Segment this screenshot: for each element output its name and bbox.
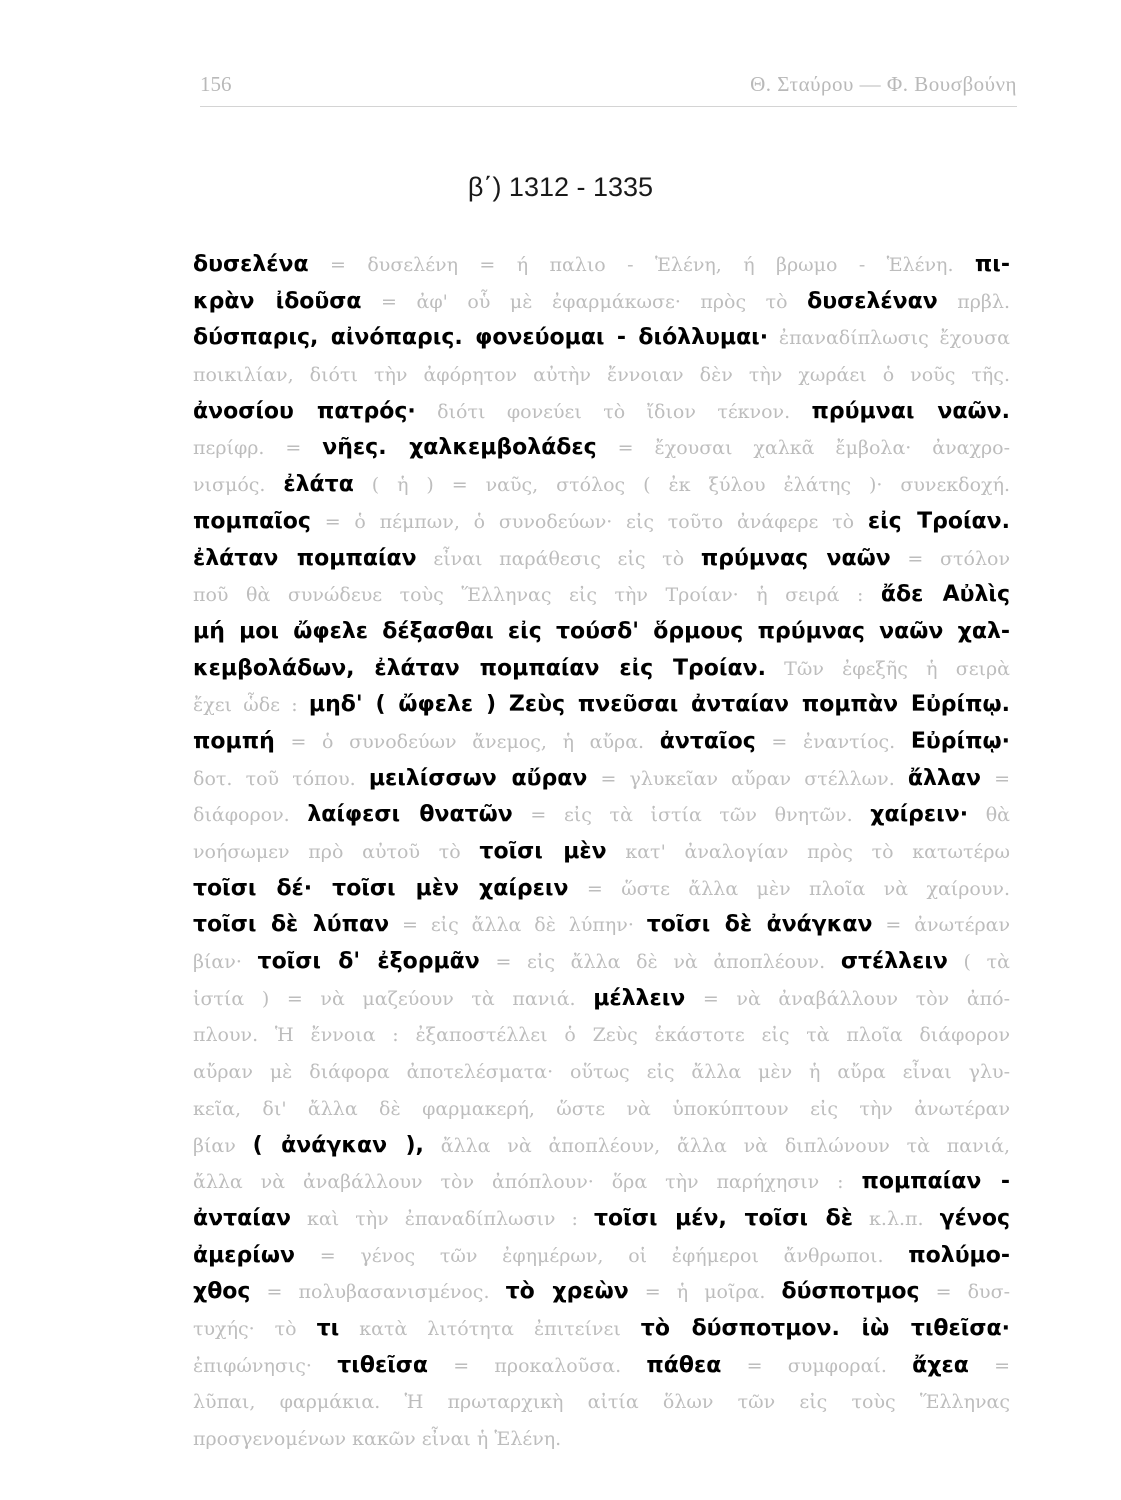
- commentary-text: [193, 246, 1010, 1457]
- gloss: κατὰ λιτότητα ἐπιτείνει: [339, 1317, 641, 1340]
- text-line: [193, 393, 1010, 430]
- lemma: τι: [316, 1315, 340, 1341]
- lemma: εἰς Τροίαν.: [867, 508, 1010, 534]
- gloss: = προκαλοῦσα.: [428, 1354, 647, 1377]
- lemma: ἄλλαν: [907, 765, 981, 791]
- lemma: τιθεῖσα: [337, 1352, 429, 1378]
- text-line: [193, 540, 1010, 577]
- text-line: [193, 1273, 1010, 1310]
- gloss: δοτ. τοῦ τόπου.: [193, 767, 369, 790]
- text-line: [193, 833, 1010, 870]
- text-line: [193, 760, 1010, 797]
- gloss: = ἔχουσαι χαλκᾶ ἔμβολα· ἀναχρο-: [596, 437, 1011, 460]
- gloss: = ἡ μοῖρα.: [628, 1281, 782, 1304]
- lemma: χθος: [193, 1279, 251, 1305]
- text-line: [193, 980, 1010, 1017]
- gloss: διάφορον.: [193, 804, 308, 827]
- gloss: βίαν: [193, 1134, 253, 1157]
- text-line: [193, 723, 1010, 760]
- lemma: ἀμερίων: [193, 1242, 295, 1268]
- gloss: =: [968, 1354, 1010, 1377]
- gloss: = πολυβασανισμένος.: [250, 1281, 506, 1304]
- text-line: [193, 246, 1010, 283]
- lemma: ἀνοσίου πατρός·: [193, 398, 416, 424]
- gloss: περίφρ. =: [193, 437, 323, 460]
- running-head: Θ. Σταύρου — Φ. Βουσβούνη: [750, 72, 1017, 96]
- gloss: = εἰς ἄλλα δὲ νὰ ἀποπλέουν.: [479, 951, 841, 974]
- lemma: πι-: [974, 252, 1010, 277]
- header-rule: [200, 106, 1017, 107]
- lemma: μέλλειν: [593, 985, 686, 1011]
- lemma: τοῖσι δὲ ἀνάγκαν: [646, 912, 873, 938]
- gloss: = στόλον: [890, 547, 1010, 570]
- text-line: [193, 906, 1010, 943]
- lemma: ἀνταίαν: [193, 1205, 291, 1231]
- text-line: [193, 1237, 1010, 1274]
- lemma: πάθεα: [646, 1352, 722, 1378]
- gloss: = εἰς τὰ ἱστία τῶν θνητῶν.: [512, 804, 871, 827]
- gloss: αὔραν μὲ διάφορα ἀποτελέσματα· οὕτως εἰς ἄλλα μὲν ἡ αὔρα εἶναι γλυ-: [193, 1061, 1010, 1084]
- lemma: τοῖσι μέν, τοῖσι δὲ: [593, 1205, 853, 1231]
- gloss: ἐπιφώνησις·: [193, 1354, 338, 1377]
- text-line: [193, 1383, 1010, 1420]
- lemma: νῆες. χαλκεμβολάδες: [322, 435, 597, 461]
- text-line: [193, 1347, 1010, 1384]
- text-line: [193, 503, 1010, 540]
- text-line: [193, 1200, 1010, 1237]
- text-line: [193, 1163, 1010, 1200]
- gloss: = ὁ συνοδεύων ἄνεμος, ἡ αὔρα.: [274, 730, 660, 753]
- gloss: ποῦ θὰ συνώδευε τοὺς Ἕλληνας εἰς τὴν Τροίαν· ἡ σειρά :: [193, 584, 881, 607]
- gloss: = ἀνωτέραν: [872, 914, 1010, 937]
- lemma: τὸ χρεὼν: [505, 1279, 629, 1305]
- gloss: θὰ: [968, 804, 1010, 827]
- lemma: λαίφεσι θνατῶν: [307, 802, 513, 828]
- page-number: 156: [200, 72, 232, 96]
- text-line: [193, 1016, 1010, 1053]
- gloss: βίαν·: [193, 951, 258, 974]
- text-line: [193, 870, 1010, 907]
- gloss: = ὁ πέμπων, ὁ συνοδεύων· εἰς τοῦτο ἀνάφερε τὸ: [310, 510, 868, 533]
- gloss: ἱστία ) = νὰ μαζεύουν τὰ πανιά.: [193, 987, 594, 1010]
- text-line: [193, 943, 1010, 980]
- text-line: [193, 686, 1010, 723]
- gloss: =: [980, 767, 1011, 790]
- gloss: νισμός.: [193, 474, 284, 497]
- gloss: = δυσ-: [919, 1281, 1010, 1304]
- gloss: = ἀφ' οὗ μὲ ἐφαρμάκωσε· πρὸς τὸ: [361, 290, 808, 313]
- text-line: [193, 613, 1010, 650]
- gloss: πλουν. Ἡ ἔννοια : ἐξαποστέλλει ὁ Ζεὺς ἑκάστοτε εἰς τὰ πλοῖα διάφορον: [193, 1024, 1010, 1047]
- text-line: [193, 576, 1010, 613]
- lemma: κρὰν ἰδοῦσα: [193, 288, 362, 314]
- gloss: λῦπαι, φαρμάκια. Ἡ πρωταρχικὴ αἰτία ὅλων τῶν εἰς τοὺς Ἕλληνας: [193, 1391, 1010, 1414]
- lemma: μή μοι ὤφελε δέξασθαι εἰς τούσδ' ὅρμους πρύμνας ναῶν χαλ-: [193, 618, 1010, 644]
- lemma: τοῖσι δ' ἐξορμᾶν: [257, 949, 480, 975]
- gloss: = γλυκεῖαν αὔραν στέλλων.: [587, 767, 908, 790]
- gloss: = συμφοραί.: [721, 1354, 913, 1377]
- lemma: χαίρειν·: [870, 802, 969, 828]
- lemma: δυσελένα: [193, 252, 309, 277]
- gloss: κεῖα, δι' ἄλλα δὲ φαρμακερή, ὥστε νὰ ὑποκύπτουν εἰς τὴν ἀνωτέραν: [193, 1097, 1010, 1120]
- section-title: β΄) 1312 - 1335: [467, 172, 654, 202]
- gloss: = γένος τῶν ἐφημέρων, οἱ ἐφήμεροι ἄνθρωποι.: [294, 1244, 909, 1267]
- lemma: μηδ' ( ὤφελε ) Ζεὺς πνεῦσαι ἀνταίαν πομπὰν Εὐρίπῳ.: [308, 692, 1010, 718]
- text-line: [193, 1127, 1010, 1164]
- gloss: κ.λ.π.: [852, 1207, 940, 1230]
- text-line: [193, 319, 1010, 356]
- lemma: πομπαῖος: [193, 508, 311, 534]
- lemma: γένος: [939, 1205, 1010, 1231]
- gloss: καὶ τὴν ἐπαναδίπλωσιν :: [290, 1207, 594, 1230]
- text-line: [193, 356, 1010, 393]
- lemma: τοῖσι δέ· τοῖσι μὲν χαίρειν: [193, 875, 569, 901]
- gloss: ἄλλα νὰ ἀναβάλλουν τὸν ἀπόπλουν· ὅρα τὴν παρήχησιν :: [193, 1171, 862, 1194]
- lemma: πολύμο-: [908, 1242, 1010, 1268]
- page-header: [200, 72, 1017, 102]
- text-line: [193, 1053, 1010, 1090]
- gloss: προσγενομένων κακῶν εἶναι ἡ Ἑλένη.: [193, 1428, 562, 1450]
- gloss: πρβλ.: [937, 290, 1010, 313]
- lemma: Εὐρίπῳ·: [910, 728, 1010, 754]
- gloss: ἐπαναδίπλωσις ἔχουσα: [768, 327, 1010, 350]
- gloss: ἄλλα νὰ ἀποπλέουν, ἄλλα νὰ διπλώνουν τὰ πανιά,: [423, 1134, 1010, 1157]
- lemma: τὸ δύσποτμον. ἰὼ τιθεῖσα·: [640, 1315, 1010, 1341]
- gloss: νοήσωμεν πρὸ αὐτοῦ τὸ: [193, 841, 480, 863]
- lemma: πομπή: [193, 728, 275, 754]
- lemma: τοῖσι μὲν: [479, 839, 607, 864]
- gloss: = δυσελένη = ή παλιο - Ἑλένη, ή βρωμο - Ἑλένη.: [308, 254, 975, 276]
- gloss: = ὥστε ἄλλα μὲν πλοῖα νὰ χαίρουν.: [568, 877, 1010, 900]
- gloss: Τῶν ἐφεξῆς ἡ σειρὰ: [765, 657, 1010, 680]
- gloss: ( τὰ: [947, 951, 1010, 974]
- lemma: ἄχεα: [912, 1352, 969, 1378]
- lemma: δύσποτμος: [781, 1279, 920, 1305]
- lemma: στέλλειν: [840, 949, 948, 975]
- text-line: [193, 796, 1010, 833]
- lemma: ἐλάτα: [283, 472, 354, 498]
- gloss: διότι φονεύει τὸ ἴδιον τέκνον.: [415, 400, 812, 423]
- gloss: ( ἡ ) = ναῦς, στόλος ( ἐκ ξύλου ἐλάτης )· συνεκδοχή.: [353, 474, 1010, 497]
- gloss: = νὰ ἀναβάλλουν τὸν ἀπό-: [685, 987, 1010, 1010]
- lemma: πομπαίαν -: [861, 1169, 1010, 1195]
- lemma: πρύμνας ναῶν: [700, 545, 891, 571]
- gloss: = ἐναντίος.: [755, 730, 911, 753]
- lemma: κεμβολάδων, ἐλάταν πομπαίαν εἰς Τροίαν.: [193, 655, 766, 681]
- gloss: = εἰς ἄλλα δὲ λύπην·: [389, 914, 647, 937]
- gloss: ποικιλίαν, διότι τὴν ἀφόρητον αὐτὴν ἔννοιαν δὲν τὴν χωράει ὁ νοῦς τῆς.: [193, 364, 1010, 387]
- lemma: ( ἀνάγκαν ),: [252, 1132, 424, 1158]
- text-line: [193, 429, 1010, 466]
- lemma: τοῖσι δὲ λύπαν: [193, 912, 390, 938]
- lemma: μειλίσσων αὔραν: [368, 765, 588, 791]
- lemma: ἄδε Αὐλὶς: [880, 582, 1010, 608]
- text-line: [193, 1310, 1010, 1347]
- lemma: δύσπαρις, αἰνόπαρις. φονεύομαι - διόλλυμαι·: [193, 325, 769, 351]
- lemma: πρύμναι ναῶν.: [811, 398, 1010, 424]
- lemma: δυσελέναν: [807, 288, 938, 314]
- text-line: [193, 466, 1010, 503]
- lemma: ἐλάταν πομπαίαν: [193, 545, 417, 571]
- gloss: κατ' ἀναλογίαν πρὸς τὸ κατωτέρω: [606, 841, 1010, 863]
- text-line: [193, 283, 1010, 320]
- lemma: ἀνταῖος: [659, 728, 756, 754]
- gloss: ἔχει ὧδε :: [193, 694, 309, 717]
- gloss: εἶναι παράθεσις εἰς τὸ: [416, 547, 701, 570]
- text-line: [193, 650, 1010, 687]
- text-line: [193, 1090, 1010, 1127]
- text-line: [193, 1420, 1010, 1457]
- gloss: τυχής· τὸ: [193, 1317, 317, 1340]
